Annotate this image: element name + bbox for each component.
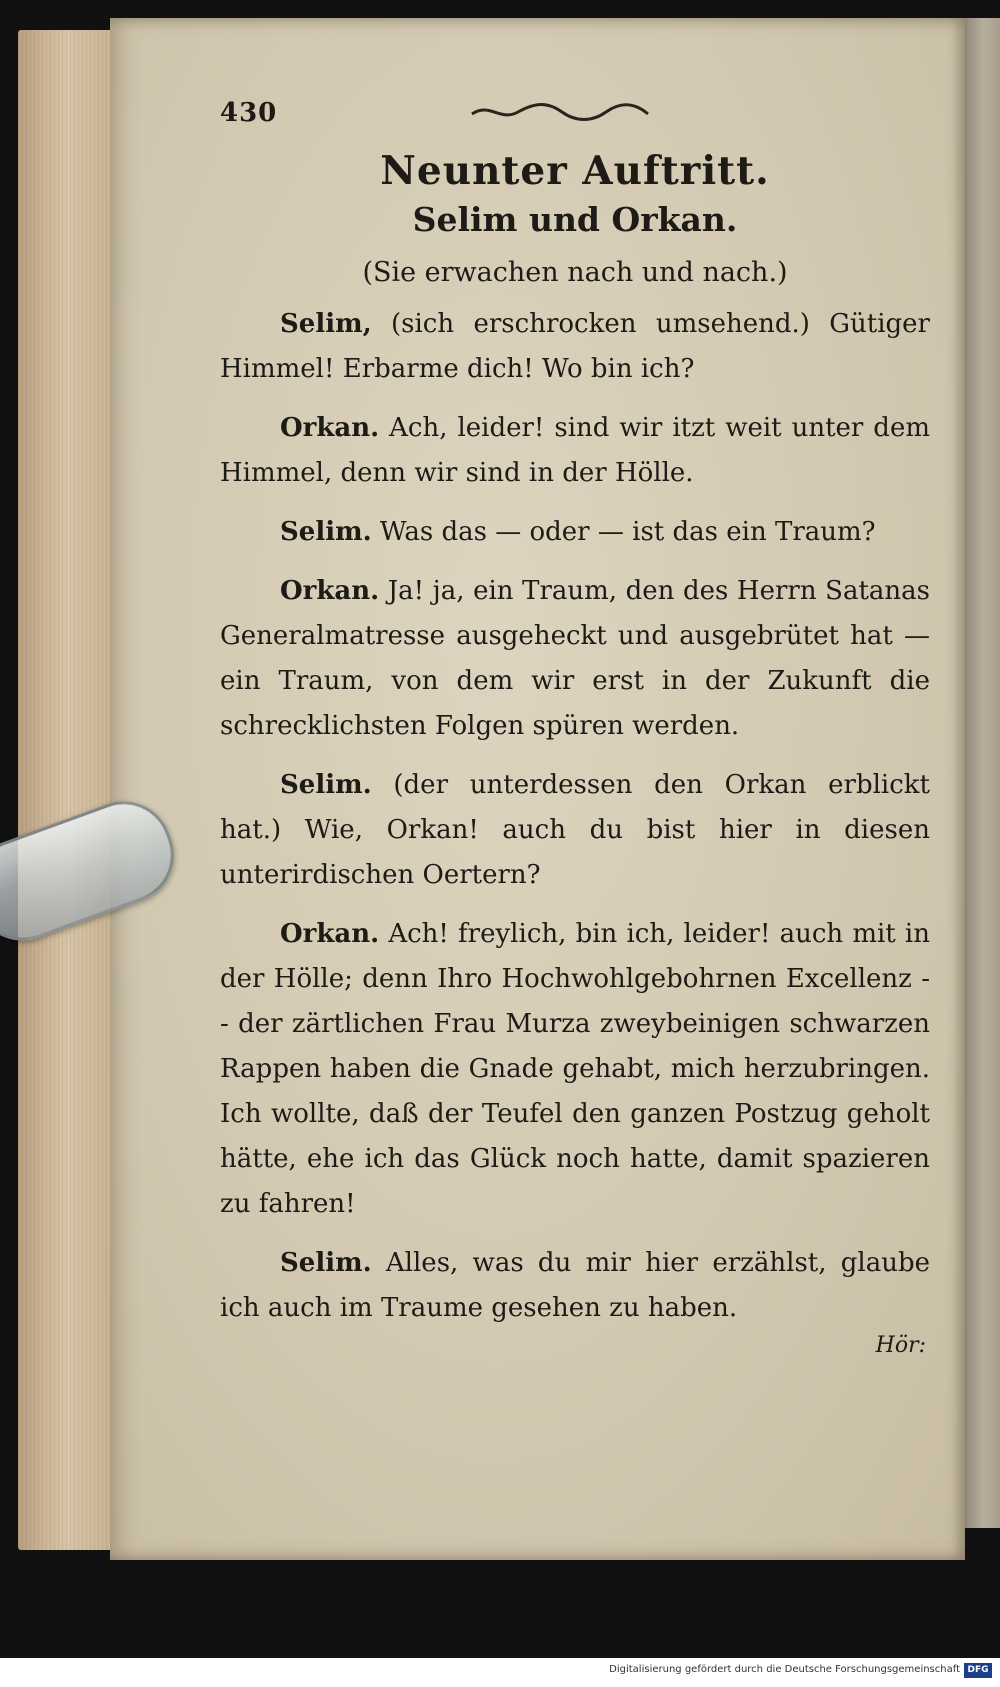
speech-paragraph [220,406,930,496]
page-number: 430 [220,98,278,128]
speaker-name: Selim. [280,517,372,547]
scene-title: Neunter Auftritt. [380,148,770,194]
speech-paragraph [220,510,930,555]
ornament-flourish [470,100,650,124]
speaker-name: Orkan. [280,919,380,949]
speech-text: Ach! freylich, bin ich, leider! auch mit in der Hölle; denn Ihro Hochwohlgebohrnen Excellenz -- der zärtlichen Frau Murza zweybeinigen schwarzen Rappen haben die Gnade gehabt, mich herzubringen. Ich wollte, daß der Teufel den ganzen Postzug geholt hätte, ehe ich das Glück noch hatte, damit spazieren zu fahren! [220,919,930,1219]
stage-direction: (Sie erwachen nach und nach.) [362,257,788,288]
speaker-name: Orkan. [280,576,380,606]
speech-paragraph [220,569,930,749]
speech-text: (sich erschrocken umsehend.) Gütiger Himmel! Erbarme dich! Wo bin ich? [220,309,930,384]
credit-text: Digitalisierung gefördert durch die Deutsche Forschungsgemeinschaft [609,1664,960,1675]
book-page [110,18,965,1560]
speaker-name: Selim, [280,309,372,339]
speech-text: Alles, was du mir hier erzählst, glaube ich auch im Traume gesehen zu haben. [220,1248,930,1323]
speech-paragraph [220,912,930,1227]
speech-paragraph [220,763,930,898]
speech-text: Was das — oder — ist das ein Traum? [371,517,876,547]
speaker-name: Orkan. [280,413,380,443]
speech-text: Ach, leider! sind wir itzt weit unter dem Himmel, denn wir sind in der Hölle. [220,413,930,488]
speech-paragraph [220,302,930,392]
speaker-name: Selim. [280,770,372,800]
page-header [220,98,930,138]
credit-bar [0,1658,1000,1687]
speech-paragraph [220,1241,930,1331]
page-content [220,98,930,1358]
dfg-logo: DFG [964,1663,992,1678]
scene-characters: Selim und Orkan. [412,200,738,239]
speaker-name: Selim. [280,1248,372,1278]
catchword: Hör: [875,1333,926,1358]
speech-text: Ja! ja, ein Traum, den des Herrn Satanas Generalmatresse ausgeheckt und ausgebrütet hat — ein Traum, von dem wir erst in der Zukunft die schrecklichsten Folgen spüren werden. [220,576,930,741]
speech-text: (der unterdessen den Orkan erblickt hat.) Wie, Orkan! auch du bist hier in diesen unterirdischen Oertern? [220,770,930,890]
